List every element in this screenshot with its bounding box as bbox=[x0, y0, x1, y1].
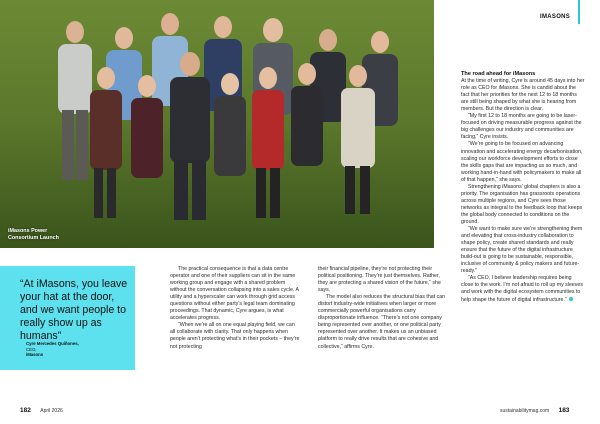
paragraph: “As CEO, I believe leadership requires being close to the work. I’m not afraid to roll up my sleeves and work with the digital ecosystem communities to help shape the future of digital infrastructure.” bbox=[461, 275, 583, 303]
site-url: sustainabilitymag.com bbox=[500, 408, 550, 414]
body-column-1 bbox=[170, 266, 300, 351]
pull-quote-org: iMasons bbox=[26, 352, 44, 357]
paragraph: At the time of writing, Cyre is around 45 days into her role as CEO for iMasons. She is candid about the fact that her priorities for the next 12 to 18 months are still being shaped by what she is hearing from members. But the direction is clear. bbox=[461, 78, 585, 113]
pull-quote-text: “At iMasons, you leave your hat at the door, and we want people to really show up as humans” bbox=[20, 278, 128, 343]
photo-caption bbox=[8, 228, 59, 241]
issue-date: April 2026 bbox=[40, 408, 63, 414]
body-column-3 bbox=[461, 71, 585, 304]
paragraph: “My first 12 to 18 months are going to be laser-focused on driving measurable progress against the big challenges our industry and communities are facing,” Cyre insists. bbox=[461, 113, 582, 141]
pull-quote-attribution bbox=[26, 341, 79, 358]
brand-label: IMASONS bbox=[540, 14, 571, 20]
photo-caption-line1: iMasons Power bbox=[8, 228, 48, 234]
body-column-2 bbox=[318, 266, 450, 351]
footer-left bbox=[20, 407, 63, 414]
paragraph: The practical consequence is that a data centre operator and one of their suppliers can sit in the same working group and engage with a shared problem without the conversation collapsing into a sales cycle. A utility and a hyperscaler can work through grid access questions without either party’s legal team dominating proceedings. That dynamic, Cyre argues, is what accelerates progress. bbox=[170, 266, 299, 322]
paragraph: Strengthening iMasons’ global chapters is also a priority. The organisation has grassroots operations across multiple regions, and Cyre sees those networks as integral to the feedback loop that keeps the global body connected to conditions on the ground. bbox=[461, 183, 583, 225]
group-photo bbox=[0, 0, 434, 248]
pull-quote-name: Cyre Mercedes Quiñones, bbox=[26, 341, 79, 346]
paragraph: “When we’re all on one equal playing field, we can all collaborate with clarity. That only happens when people aren’t protecting what’s in their pockets – they’re not protecting bbox=[170, 322, 300, 350]
footer-right bbox=[500, 407, 569, 414]
group-photo-illustration bbox=[0, 0, 434, 248]
section-heading: The road ahead for iMasons bbox=[461, 71, 536, 77]
paragraph: The model also reduces the structural bias that can distort industry-wide initiatives when larger or more commercially powerful organisations carry disproportionate influence. “There’s not one company being represented over another, or one political party represented over another. It makes us an unbiased platform to really drive results that are cohesive and collective,” affirms Cyre. bbox=[318, 294, 446, 350]
end-of-article-icon bbox=[569, 297, 573, 301]
paragraph: “We want to make sure we’re strengthening them and elevating that cross-industry collaboration to shape policy, create shared standards and really ensure that the future of the digital infrastructure build-out is going to be sustainable, responsible, inclusive of community & policy makers and future-ready.” bbox=[461, 226, 583, 275]
paragraph: “We’re going to be focused on advancing innovation and accelerating energy decarbonisation, scaling our workforce development efforts to close the skills gaps that are impacting us so much, and working hand-in-hand with policymakers to make all of that happen,” she says. bbox=[461, 141, 583, 183]
right-page-number: 183 bbox=[558, 407, 570, 414]
brand-accent-bar bbox=[578, 0, 580, 24]
pull-quote-role: CEO, bbox=[26, 346, 37, 352]
left-page-number: 182 bbox=[20, 407, 31, 414]
paragraph: their financial pipeline, they’re not protecting their political positioning. They’re just themselves. Rather, they are protecting a shared vision of the future,” she says. bbox=[318, 266, 441, 294]
photo-caption-line2: Consortium Launch bbox=[8, 234, 59, 241]
